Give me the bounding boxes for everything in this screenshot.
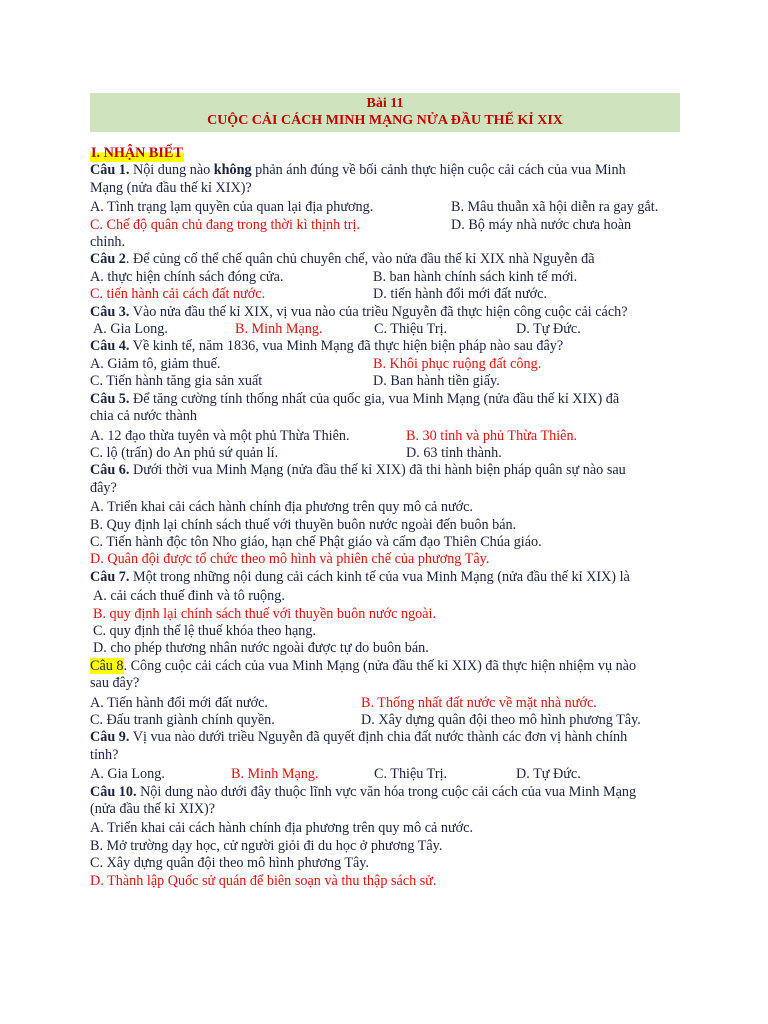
question-label: Câu 2	[90, 251, 126, 268]
option-d-correct: D. Thành lập Quốc sử quán để biên soạn và thu thập sách sử.	[90, 872, 437, 889]
option-c: C. Thiệu Trị.	[374, 321, 448, 338]
option-b-correct: B. Khôi phục ruộng đất công.	[373, 355, 542, 372]
option-c-correct: C. Chế độ quân chủ đang trong thời kì thịnh trị.	[90, 216, 360, 233]
option-c: C. lộ (trấn) do An phủ sứ quản lí.	[90, 444, 279, 461]
option-b-correct: B. Thống nhất đất nước về mặt nhà nước.	[361, 694, 597, 711]
option-c: C. Xây dựng quân đội theo mô hình phương Tây.	[90, 855, 370, 872]
document-page	[90, 93, 680, 890]
option-d: D. Ban hành tiền giấy.	[373, 373, 500, 390]
option-b-correct: B. Minh Mạng.	[231, 766, 319, 783]
option-a: A. Tiến hành đổi mới đất nước.	[90, 694, 268, 711]
question-7: Câu 7. Một trong những nội dung cải cách kinh tế của vua Minh Mạng (nửa đầu thế kỉ XIX) là A. cải cách thuế đinh và tô ruộng. B. quy định lại chính sách thuế với thuyền buôn nước ngoài. C. quy định thể lệ thuế khóa theo hạng. D. cho phép thương nhân nước ngoài được tự do buôn bán.	[90, 569, 680, 658]
option-c: C. Tiến hành tăng gia sản xuất	[90, 373, 263, 390]
option-d: D. 63 tỉnh thành.	[406, 444, 502, 461]
option-b: B. Quy định lại chính sách thuế với thuyền buôn nước ngoài đến buôn bán.	[90, 516, 517, 533]
option-a: A. Tình trạng lạm quyền của quan lại địa phương.	[90, 199, 374, 216]
question-label: Câu 3.	[90, 303, 130, 320]
option-a: A. Triển khai cải cách hành chính địa phương trên quy mô cả nước.	[90, 499, 474, 516]
lesson-number: Bài 11	[366, 96, 404, 111]
option-d: D. tiến hành đổi mới đất nước.	[373, 286, 547, 303]
option-a: A. 12 đạo thừa tuyên và một phủ Thừa Thiên.	[90, 427, 350, 444]
option-a: A. Gia Long.	[93, 321, 168, 338]
option-b: B. Mở trường dạy học, cử người giỏi đi du học ở phương Tây.	[90, 837, 443, 854]
question-8: Câu 8. Công cuộc cải cách của vua Minh Mạng (nửa đầu thế kỉ XIX) đã thực hiện nhiệm vụ nào sau đây? A. Tiến hành đổi mới đất nước. B. Thống nhất đất nước về mặt nhà nước. C. Đấu tranh giành chính quyền. D. Xây dựng quân đội theo mô hình phương Tây.	[90, 657, 641, 728]
question-5: Câu 5. Để tăng cường tính thống nhất của quốc gia, vua Minh Mạng (nửa đầu thế kỉ XIX) đã chia cả nước thành A. 12 đạo thừa tuyên và một phủ Thừa Thiên. B. 30 tỉnh và phủ Thừa Thiên. C. lộ (trấn) do An phủ sứ quản lí. D. 63 tỉnh thành.	[90, 390, 620, 461]
option-c-correct: C. tiến hành cải cách đất nước.	[90, 286, 266, 303]
question-label: Câu 1.	[90, 162, 130, 179]
question-label-highlighted: Câu 8	[90, 657, 124, 674]
option-d: D. Xây dựng quân đội theo mô hình phương Tây.	[361, 712, 641, 728]
option-b-correct: B. Minh Mạng.	[235, 321, 323, 338]
question-6: Câu 6. Dưới thời vua Minh Mạng (nửa đầu thế kỉ XIX) đã thi hành biện pháp quân sự nào sau đây? A. Triển khai cải cách hành chính địa phương trên quy mô cả nước. B. Quy định lại chính sách thuế với thuyền buôn nước ngoài đến buôn bán. C. Tiến hành độc tôn Nho giáo, hạn chế Phật giáo và cấm đạo Thiên Chúa giáo. D. Quân đội được tổ chức theo mô hình và phiên chế của phương Tây.	[90, 462, 680, 568]
question-9: Câu 9. Vị vua nào dưới triều Nguyễn đã quyết định chia đất nước thành các đơn vị hành chính tỉnh? A. Gia Long. B. Minh Mạng. C. Thiệu Trị. D. Tự Đức.	[90, 729, 628, 783]
question-label: Câu 10.	[90, 783, 137, 800]
option-b-correct: B. quy định lại chính sách thuế với thuyền buôn nước ngoài.	[93, 605, 437, 622]
option-c: C. Tiến hành độc tôn Nho giáo, hạn chế Phật giáo và cấm đạo Thiên Chúa giáo.	[90, 533, 542, 550]
option-c: C. quy định thể lệ thuế khóa theo hạng.	[93, 622, 317, 639]
question-label: Câu 5.	[90, 390, 130, 407]
option-b: B. ban hành chính sách kinh tế mới.	[373, 268, 578, 285]
option-a: A. Giảm tô, giảm thuế.	[90, 355, 221, 372]
question-10: Câu 10. Nội dung nào dưới đây thuộc lĩnh vực văn hóa trong cuộc cải cách của vua Minh Mạng (nửa đầu thế kỉ XIX)? A. Triển khai cải cách hành chính địa phương trên quy mô cả nước. B. Mở trường dạy học, cử người giỏi đi du học ở phương Tây. C. Xây dựng quân đội theo mô hình phương Tây. D. Thành lập Quốc sử quán để biên soạn và thu thập sách sử.	[90, 784, 680, 890]
section-heading: I. NHẬN BIẾT	[91, 145, 183, 161]
option-a: A. thực hiện chính sách đóng cửa.	[90, 268, 284, 285]
lesson-title: CUỘC CẢI CÁCH MINH MẠNG NỬA ĐẦU THẾ KỈ XIX	[207, 113, 563, 128]
option-c: C. Đấu tranh giành chính quyền.	[90, 712, 275, 728]
question-label: Câu 7.	[90, 568, 130, 585]
option-b: B. Mâu thuẫn xã hội diễn ra gay gắt.	[451, 199, 659, 216]
question-2: Câu 2. Để củng cố thể chế quân chủ chuyên chế, vào nửa đầu thế kỉ XIX nhà Nguyễn đã A. thực hiện chính sách đóng cửa. B. ban hành chính sách kinh tế mới. C. tiến hành cải cách đất nước. D. tiến hành đổi mới đất nước.	[90, 251, 595, 303]
question-label: Câu 9.	[90, 729, 130, 746]
option-d-continued: chỉnh.	[90, 234, 126, 251]
question-label: Câu 4.	[90, 338, 130, 355]
option-d: D. Tự Đức.	[516, 321, 581, 338]
option-a: A. Triển khai cải cách hành chính địa phương trên quy mô cả nước.	[90, 820, 474, 837]
lesson-header	[90, 93, 680, 132]
option-b-correct: B. 30 tỉnh và phủ Thừa Thiên.	[406, 427, 578, 444]
question-3: Câu 3. Vào nửa đầu thế kỉ XIX, vị vua nào của triều Nguyễn đã thực hiện công cuộc cải cách? A. Gia Long. B. Minh Mạng. C. Thiệu Trị. D. Tự Đức.	[90, 303, 628, 338]
option-a: A. cải cách thuế đinh và tô ruộng.	[93, 588, 285, 605]
option-d: D. cho phép thương nhân nước ngoài được tự do buôn bán.	[93, 640, 429, 657]
option-a: A. Gia Long.	[90, 766, 165, 783]
question-4: Câu 4. Về kinh tế, năm 1836, vua Minh Mạng đã thực hiện biện pháp nào sau đây? A. Giảm tô, giảm thuế. B. Khôi phục ruộng đất công. C. Tiến hành tăng gia sản xuất D. Ban hành tiền giấy.	[90, 338, 564, 390]
question-label: Câu 6.	[90, 462, 130, 479]
question-1: Câu 1. Nội dung nào không phản ánh đúng về bối cảnh thực hiện cuộc cải cách của vua Minh Mạng (nửa đầu thế kỉ XIX)? A. Tình trạng lạm quyền của quan lại địa phương. B. Mâu thuẫn xã hội diễn ra gay gắt. C. Chế độ quân chủ đang trong thời kì thịnh trị. D. Bộ máy nhà nước chưa hoàn chỉnh.	[90, 162, 680, 251]
option-c: C. Thiệu Trị.	[374, 766, 448, 783]
option-d: D. Bộ máy nhà nước chưa hoàn	[451, 216, 632, 233]
option-d: D. Tự Đức.	[516, 766, 581, 783]
option-d-correct: D. Quân đội được tổ chức theo mô hình và phiên chế của phương Tây.	[90, 551, 490, 568]
